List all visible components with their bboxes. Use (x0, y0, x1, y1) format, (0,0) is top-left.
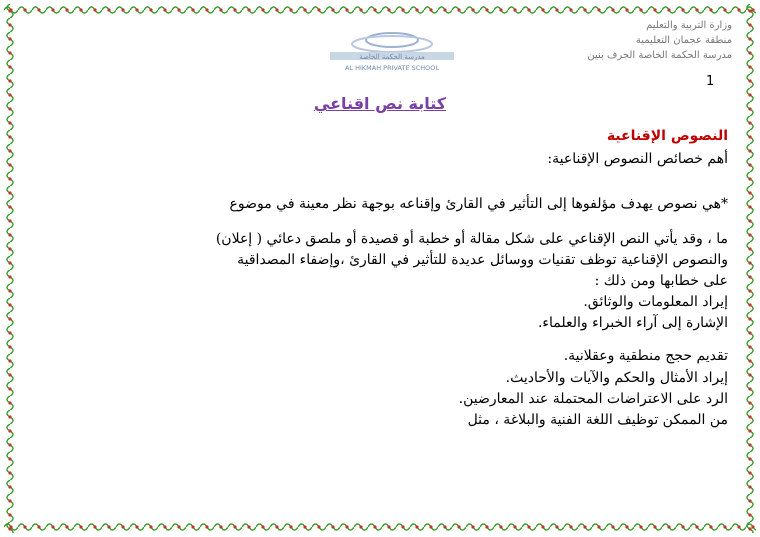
intro-line: أهم خصائص النصوص الإقناعية: (547, 151, 728, 167)
header-school: مدرسة الحكمة الخاصة الجرف بنين (587, 50, 732, 61)
body-line: الرد على الاعتراضات المحتملة عند المعارضين. (458, 391, 728, 407)
top-border (4, 4, 756, 16)
body-line: إيراد المعلومات والوثائق. (583, 294, 728, 310)
page-title: كتابة نص اقناعي (313, 94, 447, 113)
bottom-border (4, 521, 756, 533)
body-line: الإشارة إلى آراء الخبراء والعلماء. (537, 315, 728, 331)
body-line: والنصوص الإقناعية توظف تقنيات ووسائل عديدة للتأثير في القارئ ،وإضفاء المصداقية (237, 252, 728, 268)
body-line: على خطابها ومن ذلك : (594, 273, 728, 289)
page-content (22, 18, 738, 518)
header-ministry: وزارة التربية والتعليم (646, 20, 732, 31)
logo-caption-ar: مدرسة الحكمة الخاصة (359, 53, 425, 61)
section-title: النصوص الإقناعية (606, 128, 728, 144)
logo-caption: AL HIKMAH PRIVATE SCHOOL (344, 64, 440, 72)
left-border (4, 4, 16, 533)
body-line: من الممكن توظيف اللغة الفنية والبلاغة ، مثل (467, 412, 728, 428)
header-zone: منطقة عجمان التعليمية (635, 35, 732, 46)
page-number: 1 (706, 74, 715, 89)
body-line: ما ، وقد يأتي النص الإقناعي على شكل مقالة أو خطبة أو قصيدة أو ملصق دعائي ( إعلان) (215, 231, 728, 247)
school-logo (322, 26, 462, 76)
right-border (744, 4, 756, 533)
body-line: إيراد الأمثال والحكم والآيات والأحاديث. (505, 370, 728, 386)
body-line: *هي نصوص يهدف مؤلفوها إلى التأثير في القارئ وإقناعه بوجهة نظر معينة في موضوع (229, 196, 728, 212)
body-line: تقديم حجج منطقية وعقلانية. (563, 348, 728, 364)
